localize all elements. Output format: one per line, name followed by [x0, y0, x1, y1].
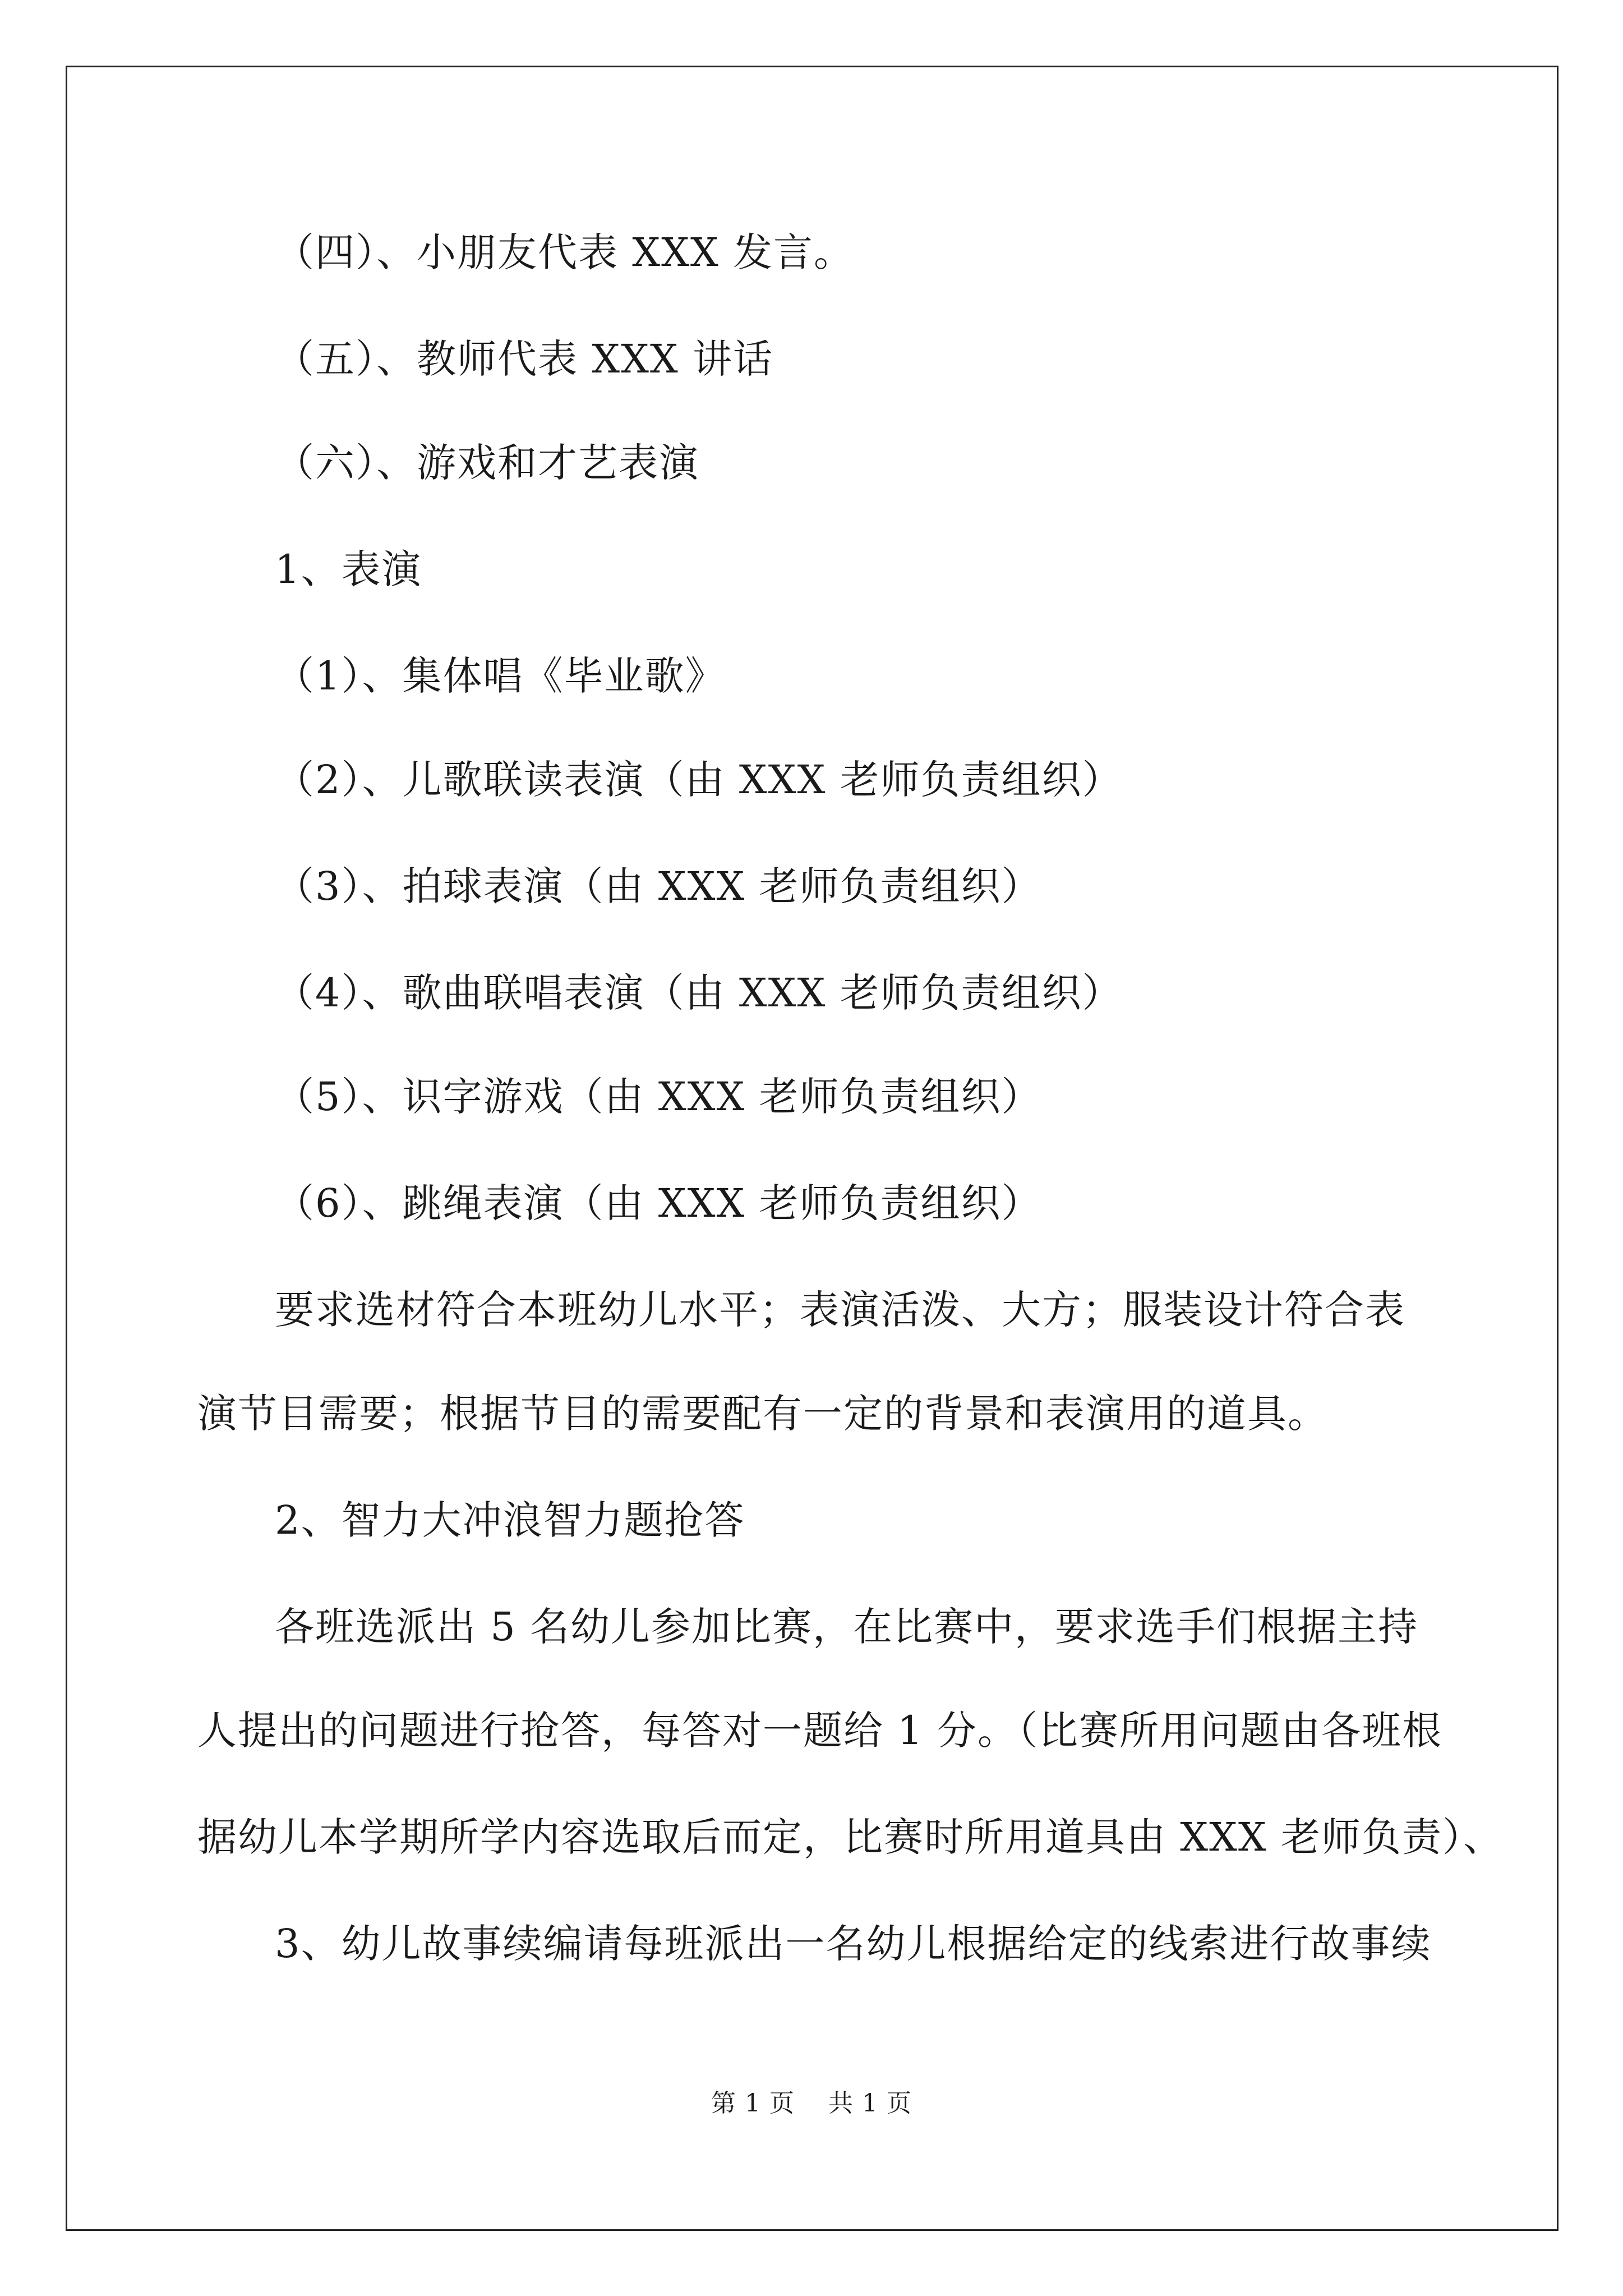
- text-line-13: 2、智力大冲浪智力题抢答: [275, 1497, 745, 1543]
- text-line-1: （四）、小朋友代表 XXX 发言。: [275, 229, 855, 275]
- text-line-4: 1、表演: [275, 546, 422, 592]
- text-line-16: 据幼儿本学期所学内容选取后而定，比赛时所用道具由 XXX 老师负责）、: [197, 1814, 1504, 1860]
- text-line-9: （5）、识字游戏（由 XXX 老师负责组织）: [275, 1074, 1042, 1120]
- text-line-11: 要求选材符合本班幼儿水平；表演活泼、大方；服装设计符合表: [275, 1287, 1405, 1333]
- text-line-5: （1）、集体唱《毕业歌》: [275, 653, 726, 699]
- text-line-7: （3）、拍球表演（由 XXX 老师负责组织）: [275, 863, 1042, 909]
- text-line-17: 3、幼儿故事续编请每班派出一名幼儿根据给定的线索进行故事续: [275, 1921, 1432, 1967]
- page-number-footer: 第 1 页 共 1 页: [711, 2089, 912, 2118]
- text-line-15: 人提出的问题进行抢答，每答对一题给 1 分。（比赛所用问题由各班根: [197, 1708, 1443, 1754]
- page-border: [66, 66, 1559, 2231]
- text-line-2: （五）、教师代表 XXX 讲话: [275, 336, 774, 382]
- text-line-10: （6）、跳绳表演（由 XXX 老师负责组织）: [275, 1180, 1042, 1226]
- text-line-8: （4）、歌曲联唱表演（由 XXX 老师负责组织）: [275, 970, 1123, 1016]
- text-line-3: （六）、游戏和才艺表演: [275, 440, 699, 486]
- text-line-12: 演节目需要；根据节目的需要配有一定的背景和表演用的道具。: [197, 1391, 1328, 1437]
- text-line-6: （2）、儿歌联读表演（由 XXX 老师负责组织）: [275, 757, 1123, 803]
- text-line-14: 各班选派出 5 名幼儿参加比赛，在比赛中，要求选手们根据主持: [275, 1604, 1419, 1650]
